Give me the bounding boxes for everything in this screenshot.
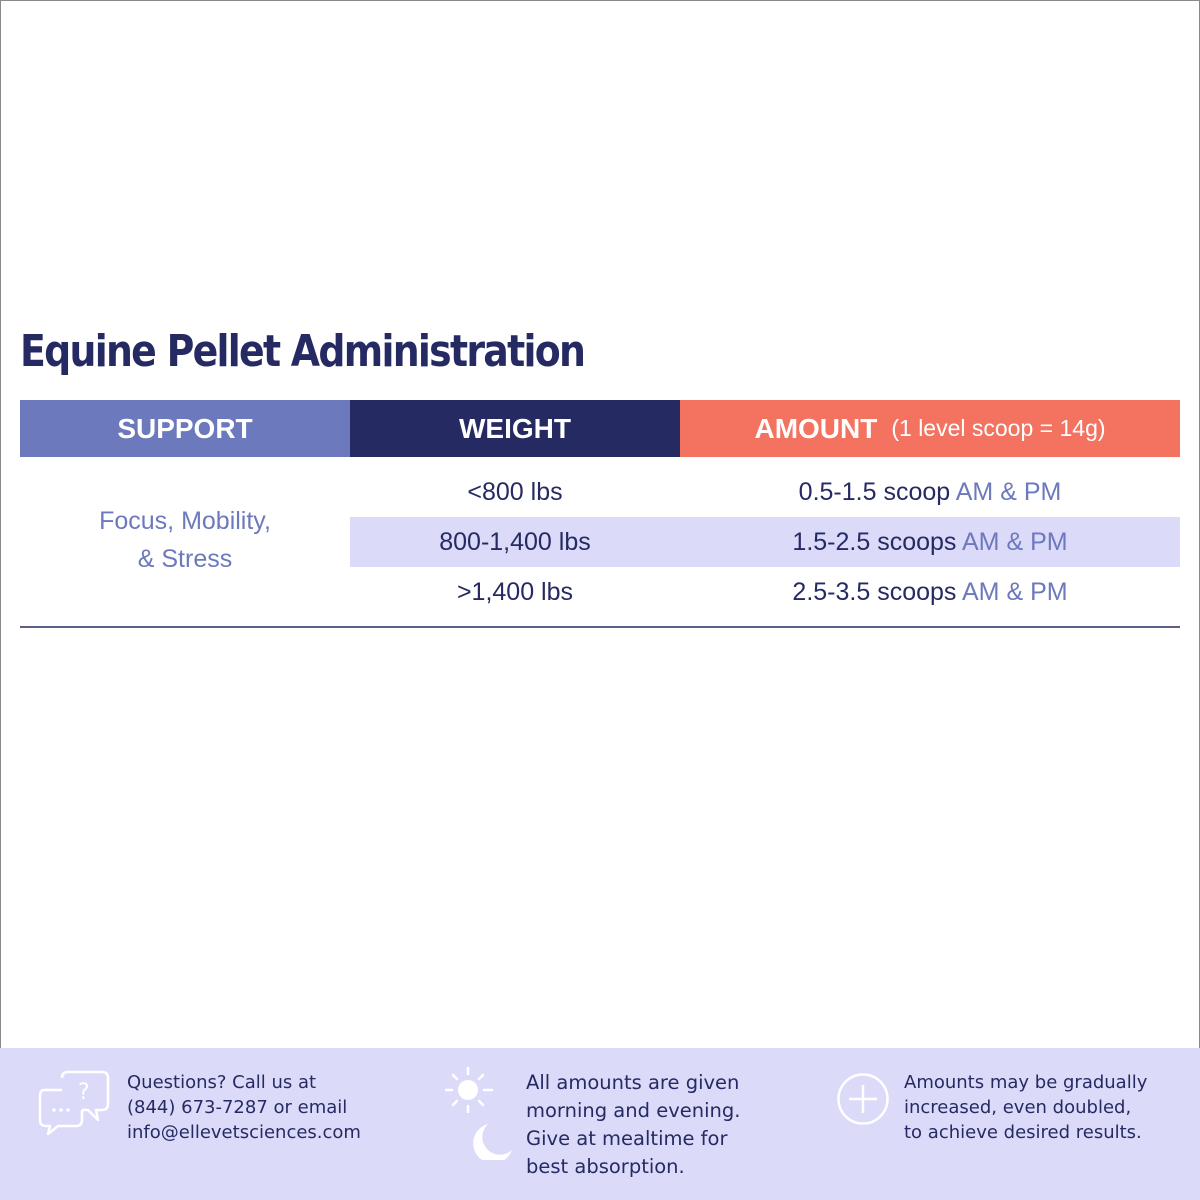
amount-cell bbox=[680, 528, 1180, 557]
timing-line1: All amounts are given bbox=[526, 1071, 740, 1094]
increase-line2: increased, even doubled, bbox=[904, 1097, 1132, 1118]
footer bbox=[0, 1048, 1200, 1200]
increase-text bbox=[904, 1070, 1147, 1145]
weight-cell: >1,400 lbs bbox=[456, 577, 574, 606]
contact-line1: Questions? Call us at bbox=[127, 1072, 317, 1093]
table-bottom-rule bbox=[20, 626, 1180, 628]
table-row bbox=[350, 467, 1180, 517]
support-label-line2: & Stress bbox=[137, 545, 233, 573]
svg-text:?: ? bbox=[78, 1080, 90, 1105]
amount-time: AM & PM bbox=[962, 527, 1068, 556]
header-support-label: SUPPORT bbox=[117, 412, 253, 444]
increase-line1: Amounts may be gradually bbox=[904, 1072, 1148, 1093]
header-weight-label: WEIGHT bbox=[459, 412, 571, 444]
contact-line3[interactable]: info@ellevetsciences.com bbox=[127, 1122, 361, 1143]
table-row bbox=[350, 517, 1180, 567]
amount-time: AM & PM bbox=[962, 577, 1068, 606]
amount-value: 2.5-3.5 scoops bbox=[792, 577, 957, 606]
contact-text bbox=[127, 1070, 361, 1145]
weight-cell: <800 lbs bbox=[467, 477, 563, 506]
plus-circle-icon bbox=[836, 1072, 890, 1126]
amount-value: 0.5-1.5 scoop bbox=[798, 477, 951, 506]
timing-text bbox=[526, 1069, 740, 1181]
header-support bbox=[20, 400, 350, 457]
support-label bbox=[20, 502, 350, 578]
page-title: Equine Pellet Administration bbox=[20, 326, 585, 377]
amount-cell bbox=[680, 578, 1180, 607]
support-label-line1: Focus, Mobility, bbox=[99, 507, 271, 535]
header-amount bbox=[680, 400, 1180, 457]
weight-cell: 800-1,400 lbs bbox=[439, 527, 591, 556]
header-amount-note: (1 level scoop = 14g) bbox=[891, 415, 1106, 441]
amount-value: 1.5-2.5 scoops bbox=[792, 527, 957, 556]
administration-table bbox=[20, 400, 1180, 628]
chat-question-icon bbox=[38, 1070, 112, 1136]
table-row bbox=[350, 567, 1180, 617]
timing-line2: morning and evening. bbox=[526, 1099, 741, 1122]
header-weight bbox=[350, 400, 680, 457]
header-amount-label: AMOUNT bbox=[754, 412, 878, 444]
amount-time: AM & PM bbox=[955, 477, 1062, 506]
sun-moon-icon bbox=[438, 1064, 518, 1160]
contact-line2: (844) 673-7287 or email bbox=[127, 1097, 348, 1118]
timing-line4: best absorption. bbox=[526, 1155, 685, 1178]
timing-line3: Give at mealtime for bbox=[526, 1127, 728, 1150]
amount-cell bbox=[680, 478, 1180, 507]
increase-line3: to achieve desired results. bbox=[904, 1122, 1142, 1143]
